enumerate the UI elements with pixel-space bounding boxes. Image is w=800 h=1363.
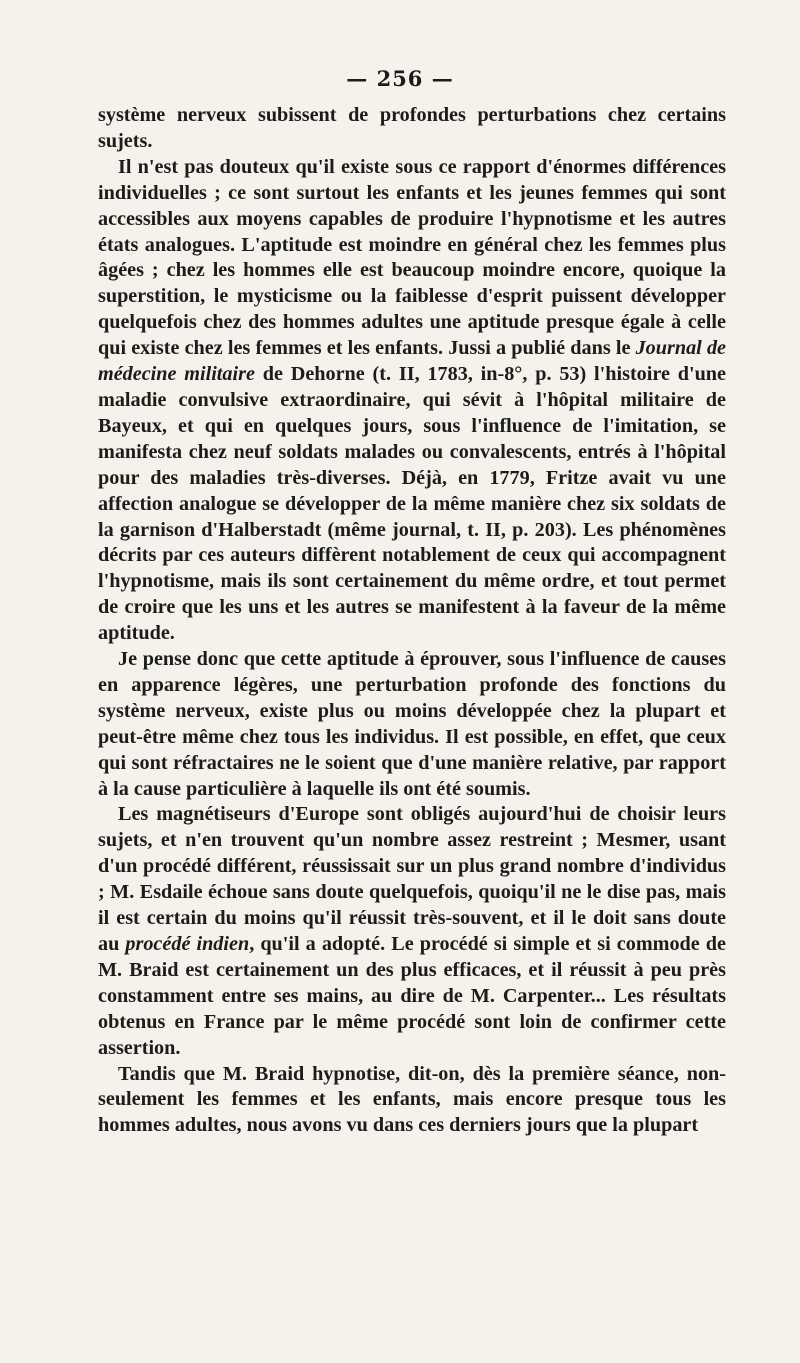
text-segment: de Dehorne (t. II, 1783, in-8°, p. 53) l'histoire d'une maladie convulsive extraordinaire, qui sévit à l'hôpital militaire de Bayeux, et qui en quelques jours, sous l'influence de l'imitation, se manifesta chez neuf soldats malades ou convalescents, entrés à l'hôpital pour des maladies très-diverses. Déjà, en 1779, Fritze avait vu une affection analogue se développer de la même manière chez six soldats de la garnison d'Halberstadt (même journal, t. II, p. 203). Les phénomènes décrits par ces auteurs diffèrent notablement de ceux qui accompagnent l'hypnotisme, mais ils sont certainement du même ordre, et tout permet de croire que les uns et les autres se manifestent à la faveur de la même aptitude.: [98, 363, 726, 645]
paragraph: [98, 1062, 726, 1140]
text-segment: , qu'il a adopté. Le procédé si simple et si commode de M. Braid est certainement un des plus efficaces, et il réussit à peu près constamment entre ses mains, au dire de M. Carpenter... Les résultats obtenus en France par le même procédé sont loin de confirmer cette assertion.: [98, 933, 726, 1059]
paragraph: [98, 155, 726, 647]
text-segment: Je pense donc que cette aptitude à éprouver, sous l'influence de causes en apparence légères, une perturbation profonde des fonctions du système nerveux, existe plus ou moins développée chez la plupart et peut-être même chez tous les individus. Il est possible, en effet, que ceux qui sont réfractaires ne le soient que d'une manière relative, par rapport à la cause particulière à laquelle ils ont été soumis.: [98, 648, 726, 800]
procede-indien-italic: procédé indien: [125, 933, 250, 955]
paragraph: [98, 647, 726, 802]
body-text: [98, 103, 726, 1139]
page-number: — 256 —: [346, 66, 454, 91]
text-segment: Les magnétiseurs d'Europe sont obligés aujourd'hui de choisir leurs sujets, et n'en trouvent qu'un nombre assez restreint ; Mesmer, usant d'un procédé différent, réussissait sur un plus grand nombre d'individus ; M. Esdaile échoue sans doute quelquefois, quoiqu'il ne le dise pas, mais il est certain du moins qu'il réussit très-souvent, et il le doit sans doute au: [98, 803, 726, 955]
text-segment: système nerveux subissent de profondes perturbations chez certains sujets.: [98, 104, 726, 152]
text-segment: Tandis que M. Braid hypnotise, dit-on, dès la première séance, non-seulement les femmes et les enfants, mais encore presque tous les hommes adultes, nous avons vu dans ces derniers jours que la plupart: [98, 1062, 726, 1137]
paragraph: [98, 802, 726, 1061]
text-segment: Il n'est pas douteux qu'il existe sous ce rapport d'énormes différences individuelles ; ce sont surtout les enfants et les jeunes femmes qui sont accessibles aux moyens capables de produire l'hypnotisme et les autres états analogues. L'aptitude est moindre en général chez les femmes plus âgées ; chez les hommes elle est beaucoup moindre encore, quoique la superstition, le mysticisme ou la faiblesse d'esprit puissent développer quelquefois chez des hommes adultes une aptitude presque égale à celle qui existe chez les femmes et les enfants. Jussi a publié dans le: [98, 155, 726, 360]
paragraph: [98, 103, 726, 155]
journal-title-italic: Journal de médecine militaire: [98, 337, 726, 386]
